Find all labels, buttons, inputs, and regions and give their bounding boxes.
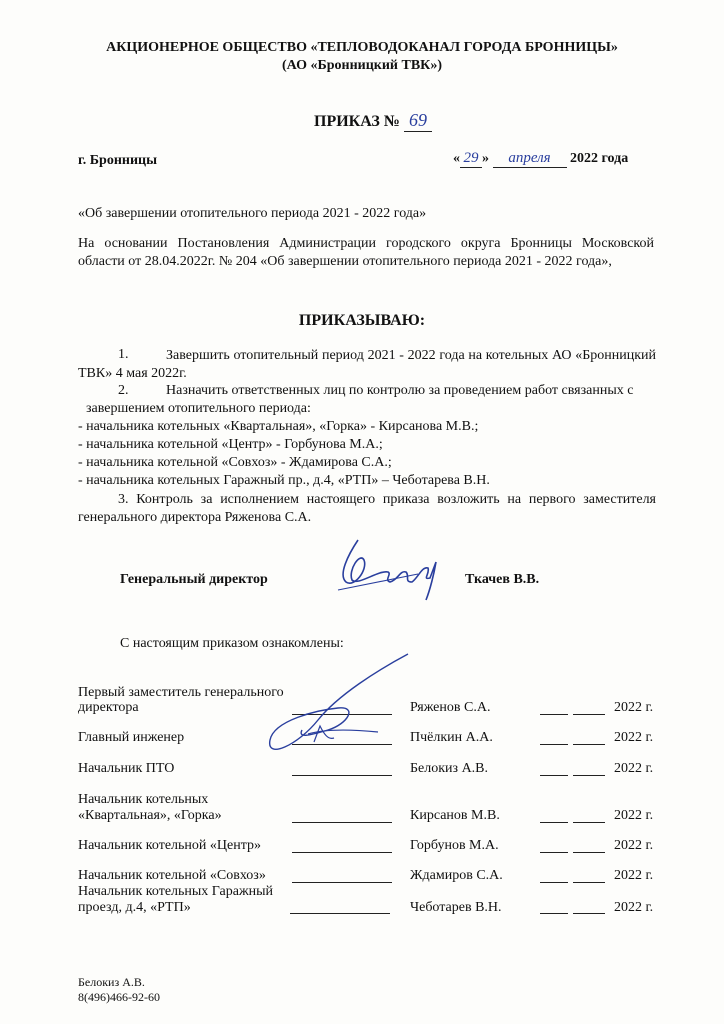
order-number: 69: [404, 110, 432, 132]
director-signature: [318, 530, 448, 610]
day-line: [540, 775, 568, 776]
directive-heading: ПРИКАЗЫВАЮ:: [298, 312, 426, 329]
responsible-4: - начальника котельных Гаражный пр., д.4, «РТП» – Чеботарева В.Н.: [78, 473, 490, 488]
company-short-name: (АО «Бронницкий ТВК»): [282, 58, 442, 73]
order-basis: На основании Постановления Администрации городского округа Бронницы Московской области от 28.04.2022г. № 204 «Об завершении отопительного периода 2021 - 2022 года»,: [78, 236, 654, 269]
order-title: [314, 110, 432, 132]
ack-heading: С настоящим приказом ознакомлены:: [120, 636, 344, 651]
director-name: Ткачев В.В.: [465, 572, 540, 587]
ack-year: 2022 г.: [614, 838, 654, 853]
day-line: [540, 852, 568, 853]
director-title: Генеральный директор: [120, 572, 268, 587]
item-2-text-a: Назначить ответственных лиц по контролю за проведением работ связанных с: [166, 383, 634, 398]
ack-position-line2: «Квартальная», «Горка»: [78, 808, 222, 823]
day-line: [540, 882, 568, 883]
footer-phone: 8(496)466-92-60: [78, 990, 160, 1004]
ack-position-line1: Главный инженер: [78, 730, 185, 745]
ack-position-line2: проезд, д.4, «РТП»: [78, 900, 191, 915]
day-line: [540, 744, 568, 745]
responsible-3: - начальника котельной «Совхоз» - Ждамирова С.А.;: [78, 455, 392, 470]
ack-year: 2022 г.: [614, 700, 654, 715]
ack-name: Кирсанов М.В.: [410, 808, 500, 823]
ack-year: 2022 г.: [614, 900, 654, 915]
ack-position-line1: Начальник ПТО: [78, 761, 175, 776]
date-day: 29: [460, 150, 482, 168]
date-close-quote: »: [482, 151, 489, 166]
ack-name: Пчёлкин А.А.: [410, 730, 493, 745]
ack-name: Ряженов С.А.: [410, 700, 491, 715]
signature-line: [292, 775, 392, 776]
month-line: [573, 913, 605, 914]
month-line: [573, 822, 605, 823]
day-line: [540, 714, 568, 715]
ack-name: Ждамиров С.А.: [410, 868, 503, 883]
ack-position-line1: Начальник котельной «Центр»: [78, 838, 261, 853]
ack-year: 2022 г.: [614, 868, 654, 883]
item-1-text: Завершить отопительный период 2021 - 2022 года на котельных АО «Бронницкий ТВК» 4 мая 2022г.: [78, 348, 656, 381]
month-line: [573, 714, 605, 715]
month-line: [573, 744, 605, 745]
item-1-number: 1.: [118, 347, 129, 362]
ack-name: Чеботарев В.Н.: [410, 900, 502, 915]
ack-name: Белокиз А.В.: [410, 761, 489, 776]
company-name: АКЦИОНЕРНОЕ ОБЩЕСТВО «ТЕПЛОВОДОКАНАЛ ГОРОДА БРОННИЦЫ»: [106, 40, 618, 55]
footer-executor: Белокиз А.В.: [78, 975, 145, 989]
signature-line: [292, 852, 392, 853]
day-line: [540, 913, 568, 914]
deputy-signature: [258, 650, 438, 770]
ack-position-line1: Первый заместитель генерального: [78, 685, 284, 700]
month-line: [573, 775, 605, 776]
day-line: [540, 822, 568, 823]
order-subject: «Об завершении отопительного периода 2021 - 2022 года»: [78, 206, 427, 221]
month-line: [573, 882, 605, 883]
ack-position-line2: директора: [78, 700, 139, 715]
city: г. Бронницы: [78, 153, 158, 168]
signature-line: [292, 882, 392, 883]
ack-year: 2022 г.: [614, 761, 654, 776]
date-open-quote: «: [453, 151, 460, 166]
month-line: [573, 852, 605, 853]
ack-year: 2022 г.: [614, 730, 654, 745]
ack-position-line1: Начальник котельных Гаражный: [78, 884, 274, 899]
item-3-text: 3. Контроль за исполнением настоящего приказа возложить на первого заместителя генерального директора Ряженова С.А.: [78, 492, 656, 525]
ack-position-line1: Начальник котельных: [78, 792, 209, 807]
signature-line: [292, 822, 392, 823]
item-2-number: 2.: [118, 383, 129, 398]
item-2-text-b: завершением отопительного периода:: [86, 401, 311, 416]
date-year: 2022 года: [570, 151, 629, 166]
signature-line: [290, 913, 390, 914]
ack-name: Горбунов М.А.: [410, 838, 499, 853]
ack-year: 2022 г.: [614, 808, 654, 823]
order-title-prefix: ПРИКАЗ №: [314, 113, 400, 130]
responsible-2: - начальника котельной «Центр» - Горбунова М.А.;: [78, 437, 383, 452]
ack-position-line1: Начальник котельной «Совхоз»: [78, 868, 266, 883]
order-date: [453, 150, 628, 168]
date-month: апреля: [493, 150, 567, 168]
responsible-1: - начальника котельных «Квартальная», «Горка» - Кирсанова М.В.;: [78, 419, 479, 434]
